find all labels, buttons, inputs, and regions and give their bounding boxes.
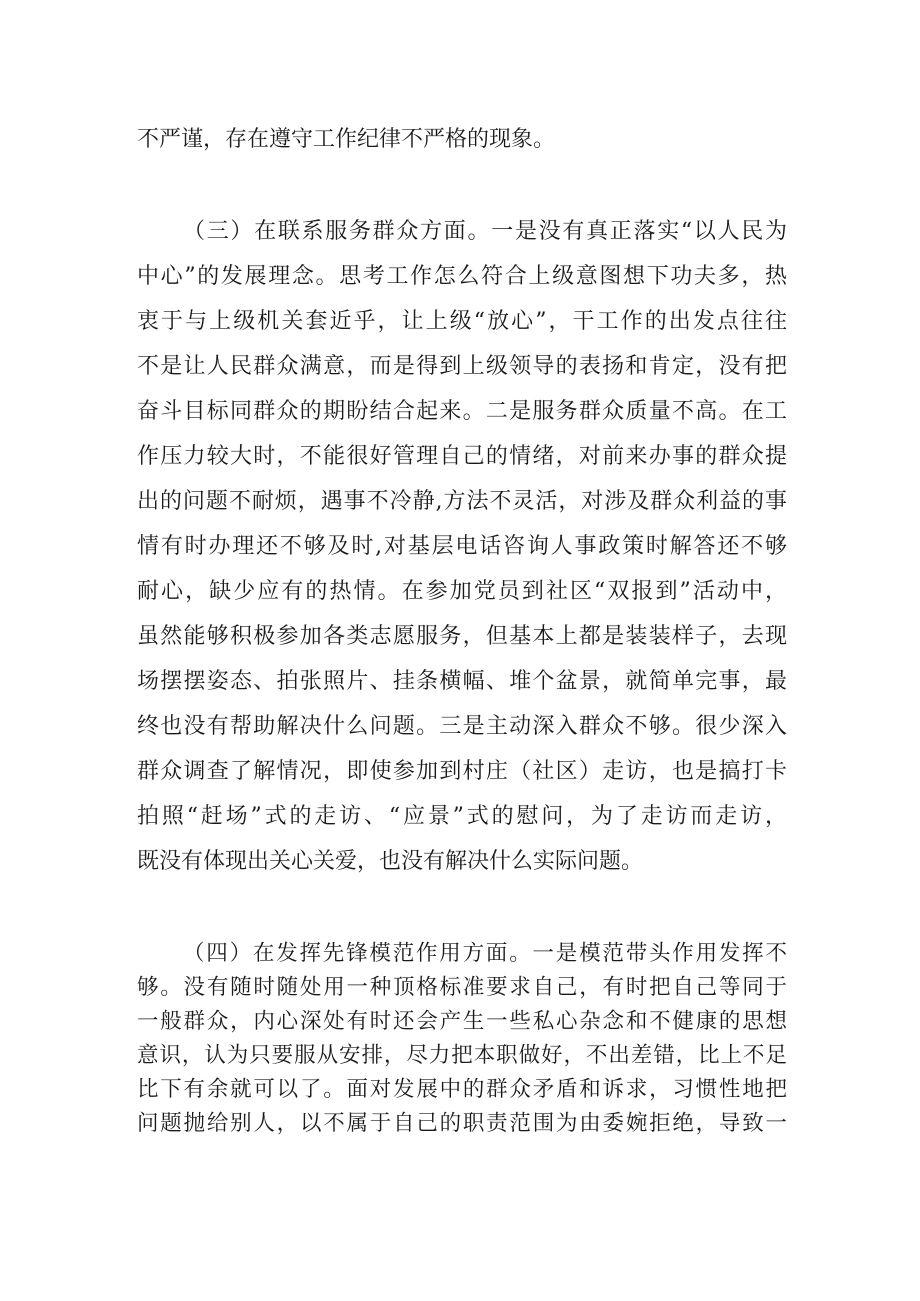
section-3-line: 衷于与上级机关套近乎，让上级“放心”，干工作的出发点往往 — [137, 309, 787, 334]
section-3-line: 场摆摆姿态、拍张照片、挂条横幅、堆个盆景，就简单完事，最 — [137, 669, 787, 694]
section-3-line: 终也没有帮助解决什么问题。三是主动深入群众不够。很少深入 — [137, 714, 787, 739]
section-3-line: 虽然能够积极参加各类志愿服务，但基本上都是装装样子，去现 — [137, 624, 787, 649]
section-4-line: 问题抛给别人，以不属于自己的职责范围为由委婉拒绝，导致一 — [137, 1111, 787, 1136]
section-3-line: 出的问题不耐烦，遇事不冷静,方法不灵活，对涉及群众利益的事 — [137, 489, 787, 514]
section-4-line: 够。没有随时随处用一种顶格标准要求自己，有时把自己等同于 — [137, 975, 787, 1000]
section-3-line: 情有时办理还不够及时,对基层电话咨询人事政策时解答还不够 — [137, 534, 787, 559]
section-3-line: 中心”的发展理念。思考工作怎么符合上级意图想下功夫多，热 — [137, 264, 787, 289]
section-3-line: 耐心，缺少应有的热情。在参加党员到社区“双报到”活动中， — [137, 579, 787, 604]
section-4-line: 比下有余就可以了。面对发展中的群众矛盾和诉求，习惯性地把 — [137, 1077, 787, 1102]
section-3-line: 拍照“赶场”式的走访、“应景”式的慰问，为了走访而走访， — [137, 804, 787, 829]
section-4-line: （四）在发挥先锋模范作用方面。一是模范带头作用发挥不 — [183, 941, 787, 966]
section-3-line: 奋斗目标同群众的期盼结合起来。二是服务群众质量不高。在工 — [137, 399, 787, 424]
section-3-line: （三）在联系服务群众方面。一是没有真正落实“以人民为 — [183, 219, 787, 244]
section-4-line: 一般群众，内心深处有时还会产生一些私心杂念和不健康的思想 — [137, 1009, 787, 1034]
section-3-line: 作压力较大时，不能很好管理自己的情绪，对前来办事的群众提 — [137, 444, 787, 469]
section-4-line: 意识，认为只要服从安排，尽力把本职做好，不出差错，比上不足 — [137, 1043, 787, 1068]
section-3-line: 不是让人民群众满意，而是得到上级领导的表扬和肯定，没有把 — [137, 354, 787, 379]
section-3-line: 群众调查了解情况，即使参加到村庄（社区）走访，也是搞打卡 — [137, 759, 787, 784]
section-3-line: 既没有体现出关心关爱，也没有解决什么实际问题。 — [137, 849, 644, 874]
paragraph-continuation-line: 不严谨，存在遵守工作纪律不严格的现象。 — [137, 127, 556, 152]
